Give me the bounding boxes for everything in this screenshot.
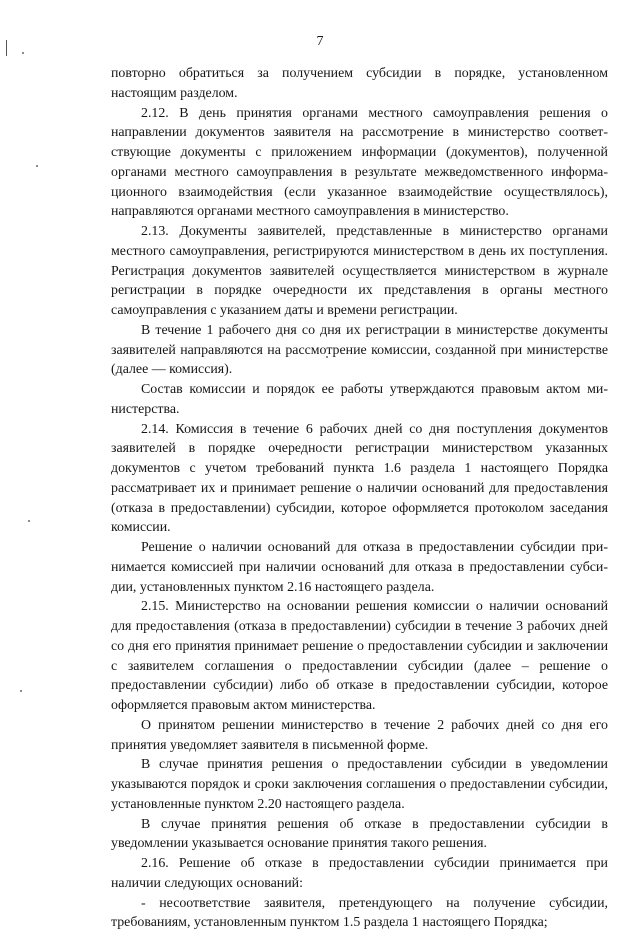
scan-speck: [20, 690, 22, 692]
paragraph-2-14: 2.14. Комиссия в течение 6 рабочих дней со дня поступления документов заявителей в порядке очередности регистрации министерством указанных документов с учетом требований пункта 1.6 раздела 1 настоящего Порядка рассматривает их и принимает решение о наличии оснований для предоставления (отказа в предоставлении) субсидии, которое оформляется протоколом заседания комиссии.: [111, 420, 608, 539]
paragraph-2-12: 2.12. В день принятия органами местного самоуправления решения о направлении документов заявителя на рассмотрение в министерство соответствующие документы с приложением информации (документов), полученной органами местного самоуправления в результате межведомственного информационного взаимодействия (если указанное взаимодействие осуществлялось), направляются органами местного самоуправления в министерство.: [111, 104, 608, 223]
paragraph-2-13: 2.13. Документы заявителей, представленные в министерство органами местного самоуправления, регистрируются министерством в день их поступления. Регистрация документов заявителей осуществляется министерством в журнале регистрации в порядке очередности их представления в органы местного самоуправления с указанием даты и времени регистрации.: [111, 222, 608, 321]
paragraph-notification: О принятом решении министерство в течение 2 рабочих дней со дня его принятия уведомляет заявителя в письменной форме.: [111, 716, 608, 756]
page-number: 7: [0, 34, 640, 50]
paragraph-2-16: 2.16. Решение об отказе в предоставлении субсидии принимается при наличии следующих оснований:: [111, 854, 608, 894]
scan-speck: [22, 52, 24, 54]
scan-speck: [28, 520, 30, 522]
document-body: [111, 64, 608, 933]
paragraph-2-15: 2.15. Министерство на основании решения комиссии о наличии оснований для предоставления (отказа в предоставлении) субсидии в течение 3 рабочих дней со дня его принятия принимает решение о предоставлении субсидии и заключении с заявителем соглашения о предоставлении субсидии (далее – решение о предоставлении субсидии) либо об отказе в предоставлении субсидии, которое оформляется правовым актом министерства.: [111, 597, 608, 716]
paragraph-refusal-case: В случае принятия решения об отказе в предоставлении субсидии в уведомлении указывается основание принятия такого решения.: [111, 815, 608, 855]
paragraph-continuation: повторно обратиться за получением субсидии в порядке, установленном настоящим разделом.: [111, 64, 608, 104]
paragraph-ground-1: - несоответствие заявителя, претендующего на получение субсидии, требованиям, установленным пунктом 1.5 раздела 1 настоящего Порядка;: [111, 894, 608, 933]
paragraph-commission-composition: Состав комиссии и порядок ее работы утверждаются правовым актом министерства.: [111, 380, 608, 420]
scan-speck: [36, 165, 38, 167]
paragraph-refusal-decision: Решение о наличии оснований для отказа в предоставлении субсидии принимается комиссией при наличии оснований для отказа в предоставлении субсидии, установленных пунктом 2.16 настоящего раздела.: [111, 538, 608, 597]
paragraph-registration-term: В течение 1 рабочего дня со дня их регистрации в министерстве документы заявителей направляются на рассмотрение комиссии, созданной при министерстве (далее — комиссия).: [111, 321, 608, 380]
paragraph-grant-case: В случае принятия решения о предоставлении субсидии в уведомлении указываются порядок и сроки заключения соглашения о предоставлении субсидии, установленные пунктом 2.20 настоящего раздела.: [111, 755, 608, 814]
